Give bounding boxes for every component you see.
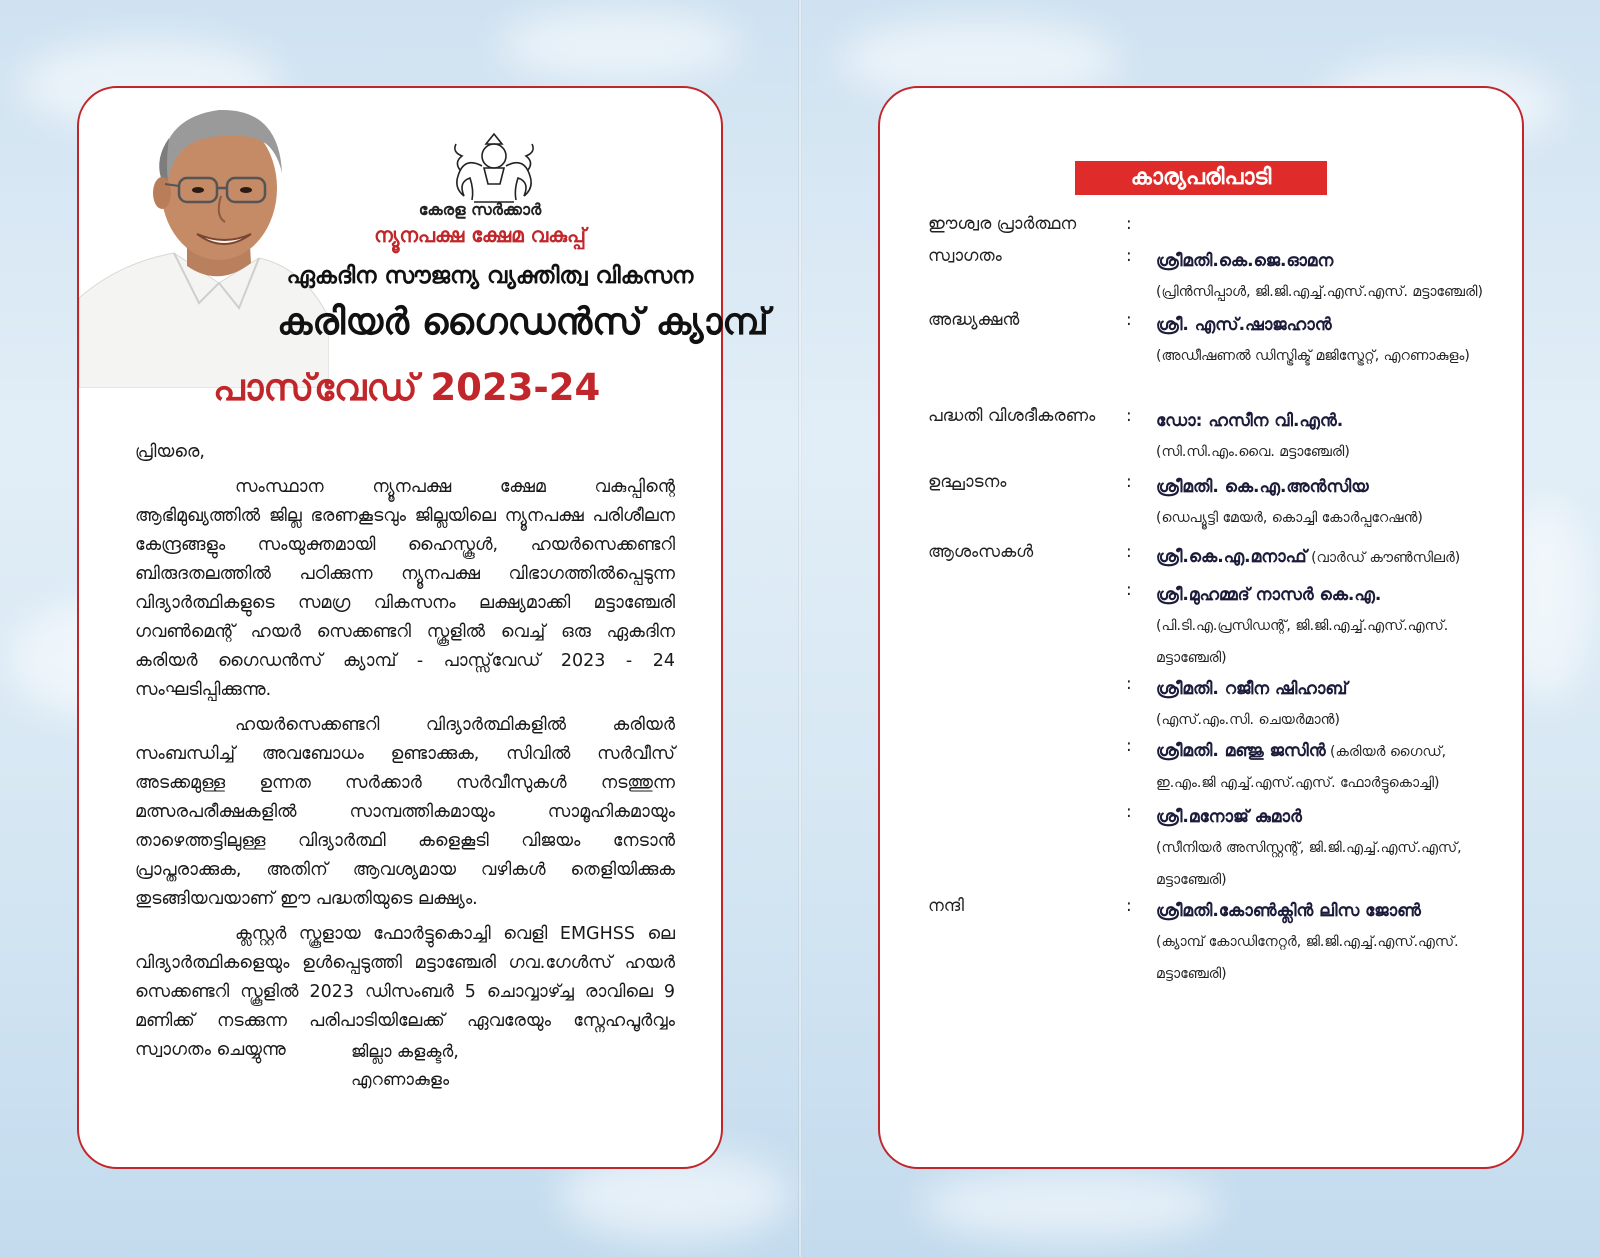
programme-colon: :: [1126, 472, 1132, 492]
speaker-name: ശ്രീ.മനോജ് കുമാർ: [1156, 807, 1302, 827]
programme-heading: കാര്യപരിപാടി: [1075, 161, 1327, 195]
speaker-name: ഡോ: ഹസീന വി.എൻ.: [1156, 411, 1344, 431]
speaker-designation: (ഡെപ്യൂട്ടി മേയർ, കൊച്ചി കോർപ്പറേഷൻ): [1156, 510, 1423, 526]
programme-colon: :: [1126, 896, 1132, 916]
speaker-name: ശ്രീമതി. റജീന ഷിഹാബ്: [1156, 679, 1348, 699]
speaker-name: ശ്രീമതി.കോൺക്ലിൻ ലിസ ജോൺ: [1156, 901, 1421, 921]
programme-row: [928, 542, 1498, 580]
speaker-designation: (പ്രിൻസിപ്പാൾ, ജി.ജി.എച്ച്.എസ്.എസ്. മട്ടാഞ്ചേരി): [1156, 284, 1483, 300]
programme-colon: :: [1126, 214, 1132, 234]
speaker-name: ശ്രീ.കെ.എ.മനാഫ്: [1156, 547, 1307, 567]
programme-list: [928, 214, 1498, 990]
programme-row: [928, 896, 1498, 990]
speaker-designation: (സീനിയർ അസിസ്റ്റന്റ്, ജി.ജി.എച്ച്.എസ്.എസ്, മട്ടാഞ്ചേരി): [1156, 840, 1462, 888]
programme-colon: :: [1126, 246, 1132, 266]
programme-colon: :: [1126, 736, 1132, 756]
camp-title: കരിയർ ഗൈഡൻസ് ക്യാമ്പ്: [277, 300, 769, 343]
programme-role: ഈശ്വര പ്രാർത്ഥന: [928, 214, 1077, 234]
speaker-designation: (എസ്.എം.സി. ചെയർമാൻ): [1156, 712, 1340, 728]
programme-row: [928, 674, 1498, 736]
programme-colon: :: [1126, 674, 1132, 694]
speaker-name: ശ്രീ. എസ്.ഷാജഹാൻ: [1156, 315, 1332, 335]
letter-paragraph: ക്ലസ്റ്റർ സ്കൂളായ ഫോർട്ടുകൊച്ചി വെളി EMGHSS ലെ വിദ്യാർത്ഥികളെയും ഉൾപ്പെടുത്തി മട്ടാഞ്ചേരി ഗവ.ഗേൾസ് ഹയർ സെക്കണ്ടറി സ്കൂളിൽ 2023 ഡിസംബർ 5 ചൊവ്വാഴ്ച്ച രാവിലെ 9 മണിക്ക് നടക്കുന്ന പരിപാടിയിലേക്ക് ഏവരേയും സ്നേഹപൂർവ്വം സ്വാഗതം ചെയ്യുന്നു: [135, 924, 675, 1060]
programme-row: [928, 736, 1498, 802]
speaker-name: ശ്രീമതി.കെ.ജെ.ഓമന: [1156, 251, 1334, 271]
event-name: പാസ്‌വേഡ് 2023-24: [213, 366, 601, 409]
programme-colon: :: [1126, 542, 1132, 562]
letter-paragraph: ഹയർസെക്കണ്ടറി വിദ്യാർത്ഥികളിൽ കരിയർ സംബന്ധിച്ച് അവബോധം ഉണ്ടാക്കുക, സിവിൽ സർവീസ് അടക്കമുള്ള ഉന്നത സർക്കാർ സർവീസുകൾ നടത്തുന്ന മത്സരപരീക്ഷകളിൽ സാമ്പത്തികമായും സാമൂഹികമായും താഴെത്തട്ടിലുള്ള വിദ്യാർത്ഥി കളെകൂടി വിജയം നേടാൻ പ്രാപ്തരാക്കുക, അതിന് ആവശ്യമായ വഴികൾ തെളിയിക്കുക തുടങ്ങിയവയാണ് ഈ പദ്ധതിയുടെ ലക്ഷ്യം.: [135, 715, 675, 909]
speaker-designation-cont: ഇ.എം.ജി എച്ച്.എസ്.എസ്. ഫോർട്ടുകൊച്ചി): [1156, 775, 1440, 791]
department-name: ന്യൂനപക്ഷ ക്ഷേമ വകുപ്പ്: [374, 223, 586, 247]
programme-row: [928, 472, 1498, 542]
speaker-designation: (കരിയർ ഗൈഡ്,: [1325, 744, 1447, 760]
speaker-name: ശ്രീ.മുഹമ്മദ് നാസർ കെ.എ.: [1156, 585, 1382, 605]
speaker-designation: (അഡീഷണൽ ഡിസ്ട്രിക്ട് മജിസ്ട്രേറ്റ്, എറണാകുളം): [1156, 348, 1470, 364]
letter-greeting: പ്രിയരെ,: [135, 442, 205, 462]
programme-colon: :: [1126, 406, 1132, 426]
programme-row: [928, 246, 1498, 310]
speaker-designation: (പി.ടി.എ.പ്രസിഡന്റ്, ജി.ജി.എച്ച്.എസ്.എസ്. മട്ടാഞ്ചേരി): [1156, 618, 1449, 666]
signatory-district: എറണാകുളം: [351, 1070, 450, 1090]
page-fold: [798, 0, 802, 1257]
signatory-title: ജില്ലാ കളക്ടർ,: [351, 1042, 459, 1062]
programme-colon: :: [1126, 802, 1132, 822]
programme-role: അദ്ധ്യക്ഷൻ: [928, 310, 1020, 330]
programme-row: [928, 580, 1498, 674]
speaker-name: ശ്രീമതി. കെ.എ.അൻസിയ: [1156, 477, 1369, 497]
programme-colon: :: [1126, 580, 1132, 600]
invitation-letter-card: [77, 86, 769, 1169]
programme-row: [928, 802, 1498, 896]
programme-role: ആശംസകൾ: [928, 542, 1034, 562]
programme-row: [928, 310, 1498, 406]
government-name: കേരള സർക്കാർ: [418, 200, 542, 219]
speaker-designation: (ക്യാമ്പ് കോഡിനേറ്റർ, ജി.ജി.എച്ച്.എസ്.എസ്. മട്ടാഞ്ചേരി): [1156, 934, 1459, 982]
speaker-designation: (വാർഡ് കൗൺസിലർ): [1306, 550, 1461, 566]
speaker-name: ശ്രീമതി. മഞ്ജു ജസിൻ: [1156, 741, 1326, 761]
programme-role: ഉദ്ഘാടനം: [928, 472, 1007, 492]
programme-row: [928, 214, 1498, 246]
kerala-emblem-icon: [444, 126, 544, 206]
letter-paragraph: സംസ്ഥാന ന്യൂനപക്ഷ ക്ഷേമ വകുപ്പിന്റെ ആഭിമുഖ്യത്തിൽ ജില്ല ഭരണകൂടവും ജില്ലയിലെ ന്യൂനപക്ഷ പരിശീലന കേന്ദ്രങ്ങളും സംയുക്തമായി ഹൈസ്കൂൾ, ഹയർസെക്കണ്ടറി ബിരുദതലത്തിൽ പഠിക്കുന്ന ന്യൂനപക്ഷ വിഭാഗത്തിൽപ്പെടുന്ന വിദ്യാർത്ഥികളുടെ സമഗ്ര വികസനം ലക്ഷ്യമാക്കി മട്ടാഞ്ചേരി ഗവൺമെന്റ് ഹയർ സെക്കണ്ടറി സ്കൂളിൽ വെച്ച് ഒരു ഏകദിന കരിയർ ഗൈഡൻസ് ക്യാമ്പ് - പാസ്സ്‌വേഡ് 2023 - 24 സംഘടിപ്പിക്കുന്നു.: [135, 477, 675, 700]
invitation-letter: [135, 438, 675, 1071]
programme-colon: :: [1126, 310, 1132, 330]
camp-subtitle: ഏകദിന സൗജന്യ വ്യക്തിത്വ വികസന: [286, 263, 694, 289]
programme-role: സ്വാഗതം: [928, 246, 1002, 266]
letter-signature: [351, 1038, 459, 1094]
programme-card: [878, 86, 1524, 1169]
programme-role: നന്ദി: [928, 896, 964, 916]
programme-role: പദ്ധതി വിശദീകരണം: [928, 406, 1096, 426]
speaker-designation: (സി.സി.എം.വൈ. മട്ടാഞ്ചേരി): [1156, 444, 1350, 460]
programme-row: [928, 406, 1498, 472]
